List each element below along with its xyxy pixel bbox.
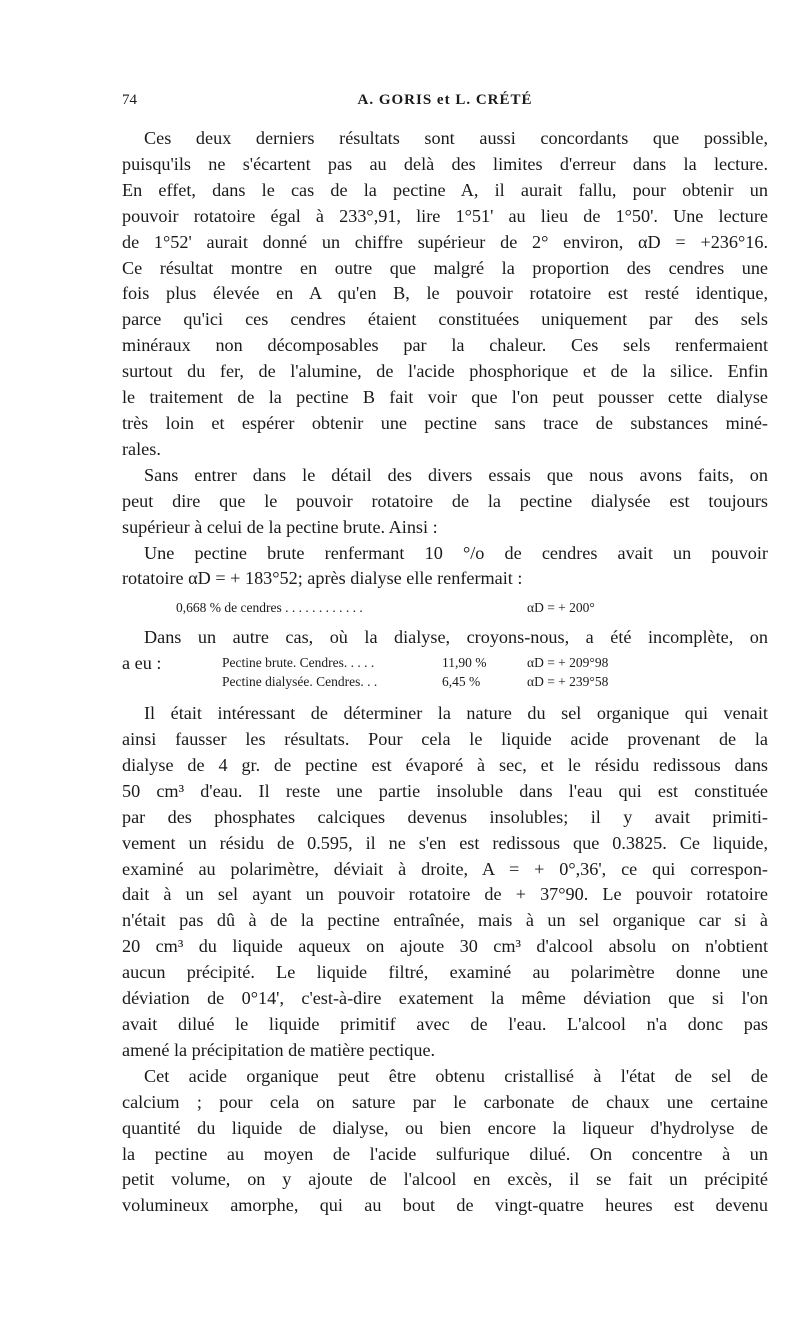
page bbox=[122, 92, 768, 1219]
text-line: 20 cm³ du liquide aqueux on ajoute 30 cm³ d'alcool absolu on n'obtient bbox=[122, 936, 768, 957]
text-line: Ces deux derniers résultats sont aussi concordants que possible, bbox=[144, 128, 768, 148]
text-line: n'était pas dû à de la pectine entraînée, mais à un sel organique car si à bbox=[122, 910, 768, 931]
page-header bbox=[122, 92, 768, 116]
paragraph-5 bbox=[122, 1064, 768, 1219]
table-label: Pectine brute. Cendres. . . . . bbox=[222, 655, 375, 671]
running-head: A. GORIS et L. CRÉTÉ bbox=[357, 92, 533, 108]
text-line: En effet, dans le cas de la pectine A, il aurait fallu, pour obtenir un bbox=[122, 179, 768, 200]
table-percent: 11,90 % bbox=[442, 655, 487, 671]
paragraph-4 bbox=[122, 701, 768, 1064]
table-row bbox=[122, 653, 768, 672]
text-line: surtout du fer, de l'alumine, de l'acide phosphorique et de la silice. Enfin bbox=[122, 361, 768, 382]
text-line: supérieur à celui de la pectine brute. Ainsi : bbox=[122, 516, 438, 537]
text-line: avait dilué le liquide primitif avec de l'eau. L'alcool n'a donc pas bbox=[122, 1014, 768, 1034]
text-line: dialyse de 4 gr. de pectine est évaporé à sec, et le résidu redissous dans bbox=[122, 754, 768, 775]
text-line: calcium ; pour cela on sature par le carbonate de chaux une certaine bbox=[122, 1091, 768, 1112]
table-row bbox=[122, 598, 768, 617]
table-value: αD = + 239°58 bbox=[527, 674, 609, 690]
text-line: puisqu'ils ne s'écartent pas au delà des limites d'erreur dans la lecture. bbox=[122, 153, 768, 174]
text-line: le traitement de la pectine B fait voir que l'on peut pousser cette dialyse bbox=[122, 387, 768, 408]
text-line: Il était intéressant de déterminer la nature du sel organique qui venait bbox=[144, 703, 768, 724]
text-line: a eu : bbox=[122, 653, 162, 674]
text-line: volumineux amorphe, qui au bout de vingt-quatre heures est devenu bbox=[122, 1195, 768, 1216]
table-row bbox=[122, 672, 768, 691]
page-number: 74 bbox=[122, 92, 137, 108]
text-line: amené la précipitation de matière pectique. bbox=[122, 1039, 436, 1060]
text-line: Sans entrer dans le détail des divers essais que nous avons faits, on bbox=[144, 464, 768, 485]
text-line: 50 cm³ d'eau. Il reste une partie insoluble dans l'eau qui est constituée bbox=[122, 780, 768, 801]
text-line: vement un résidu de 0.595, il ne s'en est redissous que 0.3825. Ce liquide, bbox=[122, 832, 768, 853]
text-line: dait à un sel ayant un pouvoir rotatoire de + 37°90. Le pouvoir rotatoire bbox=[122, 884, 768, 905]
table-value: αD = + 209°98 bbox=[527, 655, 609, 671]
text-line: parce qu'ici ces cendres étaient constituées uniquement par des sels bbox=[122, 309, 768, 330]
text-line: examiné au polarimètre, déviait à droite, A = + 0°,36', ce qui correspon- bbox=[122, 858, 768, 879]
text-line: par des phosphates calciques devenus insolubles; il y avait primiti- bbox=[122, 806, 768, 827]
table-value: αD = + 200° bbox=[527, 600, 595, 616]
text-line: ainsi fausser les résultats. Pour cela le liquide acide provenant de la bbox=[122, 729, 768, 750]
text-line: minéraux non décomposables par la chaleur. Ces sels renfermaient bbox=[122, 335, 768, 356]
text-line: petit volume, on y ajoute de l'alcool en excès, il se fait un précipité bbox=[122, 1169, 768, 1190]
ash-table-1 bbox=[122, 598, 768, 617]
text-line: Une pectine brute renfermant 10 °/o de cendres avait un pouvoir bbox=[144, 542, 768, 563]
text-line: la pectine au moyen de l'acide sulfurique dilué. On concentre à un bbox=[122, 1143, 768, 1164]
paragraph-2 bbox=[122, 463, 768, 593]
table-percent: 6,45 % bbox=[442, 674, 481, 690]
text-line: fois plus élevée en A qu'en B, le pouvoir rotatoire est resté identique, bbox=[122, 283, 768, 304]
text-line: Dans un autre cas, où la dialyse, croyons-nous, a été incomplète, on bbox=[144, 627, 768, 648]
ash-table-2 bbox=[122, 653, 768, 691]
text-line: très loin et espérer obtenir une pectine sans trace de substances miné- bbox=[122, 412, 768, 433]
text-line: rotatoire αD = + 183°52; après dialyse elle renfermait : bbox=[122, 568, 523, 589]
text-line: Ce résultat montre en outre que malgré la proportion des cendres une bbox=[122, 257, 768, 278]
text-line: déviation de 0°14', c'est-à-dire exatement la même déviation que si l'on bbox=[122, 988, 768, 1009]
table-label: 0,668 % de cendres . . . . . . . . . . . . bbox=[176, 600, 363, 616]
text-line: peut dire que le pouvoir rotatoire de la pectine dialysée est toujours bbox=[122, 490, 768, 511]
text-line: pouvoir rotatoire égal à 233°,91, lire 1°51' au lieu de 1°50'. Une lecture bbox=[122, 205, 768, 226]
text-line: quantité du liquide de dialyse, ou bien encore la liqueur d'hydrolyse de bbox=[122, 1117, 768, 1138]
text-line: aucun précipité. Le liquide filtré, examiné au polarimètre donne une bbox=[122, 962, 768, 983]
body-text bbox=[122, 126, 768, 1219]
text-line: rales. bbox=[122, 438, 161, 459]
paragraph-1 bbox=[122, 126, 768, 463]
text-line: de 1°52' aurait donné un chiffre supérieur de 2° environ, αD = +236°16. bbox=[122, 231, 768, 252]
table-label: Pectine dialysée. Cendres. . . bbox=[222, 674, 378, 690]
text-line: Cet acide organique peut être obtenu cristallisé à l'état de sel de bbox=[144, 1065, 768, 1086]
